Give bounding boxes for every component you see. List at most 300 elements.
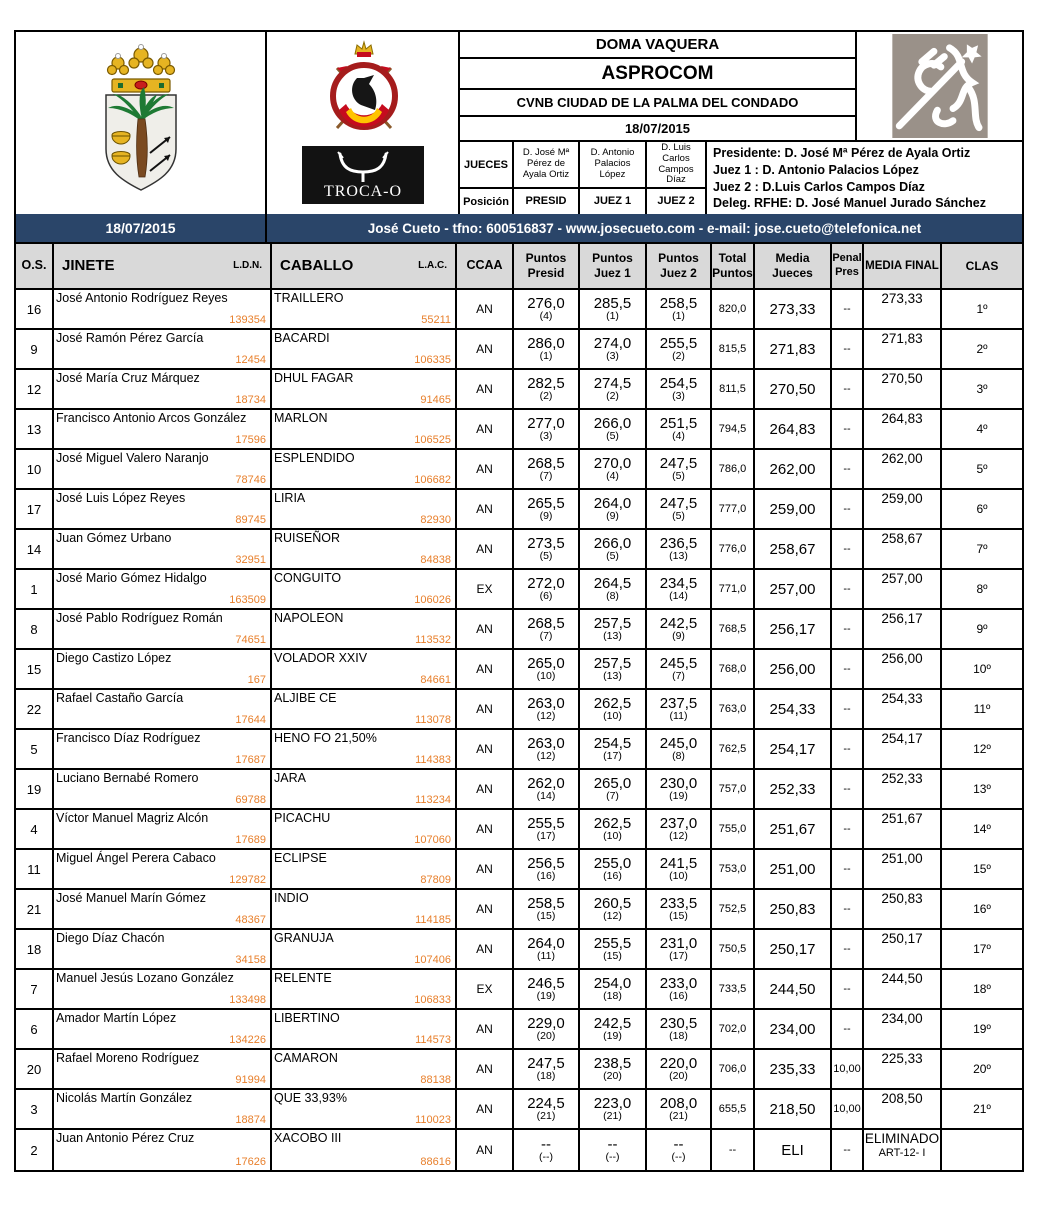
score-juez1-rank: (7) [606,790,619,803]
final-average-value: 273,33 [881,291,923,306]
score-juez1-value: 285,5 [593,294,632,312]
score-juez1-cell [580,1050,647,1088]
score-juez2-value: 237,5 [659,694,698,712]
judges-average-cell: 259,00 [755,490,832,528]
score-juez2-rank: (21) [669,1110,688,1123]
score-presid-cell [514,1130,580,1170]
score-juez2-value: 242,5 [659,614,698,632]
col-puntos-juez2-l1: Puntos [658,251,699,265]
horse-name: ALJIBE CE [274,691,337,705]
region-cell: EX [457,970,514,1008]
final-average-value: 256,00 [881,651,923,666]
score-presid-cell [514,650,580,688]
col-caballo-label: CABALLO [280,256,354,274]
rider-license-number: 163509 [229,594,266,606]
judges-mini-table [460,142,707,214]
rider-cell [54,1050,272,1088]
horse-name: JARA [274,771,306,785]
score-juez1-cell [580,1130,647,1170]
total-points-cell: 706,0 [712,1050,755,1088]
horse-name: PICACHU [274,811,331,825]
penalty-cell: -- [832,890,864,928]
horse-name: XACOBO III [274,1131,342,1145]
rider-name: Rafael Moreno Rodríguez [56,1051,200,1065]
col-puntos-juez1 [580,244,647,288]
total-points-cell: 733,5 [712,970,755,1008]
classification-cell [942,1130,1022,1170]
rider-name: José Miguel Valero Naranjo [56,451,209,465]
horse-cell [272,290,457,328]
starting-order-cell: 6 [16,1010,54,1048]
score-presid-rank: (--) [539,1151,553,1164]
score-juez2-value: 245,0 [659,734,698,752]
score-juez1-rank: (19) [603,1030,622,1043]
score-juez2-rank: (11) [669,710,688,723]
rider-license-number: 91994 [235,1074,266,1086]
col-caballo [272,244,457,288]
judges-average-cell: 273,33 [755,290,832,328]
classification-cell: 8º [976,582,988,596]
results-sheet [14,30,1024,1172]
info-bar-date: 18/07/2015 [16,214,267,242]
rfhe-federation-logo-icon [317,38,409,142]
score-juez2-cell [647,770,712,808]
col-jinete-label: JINETE [62,256,115,274]
final-average-cell [864,490,942,528]
horse-cell [272,850,457,888]
col-puntos-presid [514,244,580,288]
horse-name: CONGUITO [274,571,342,585]
rider-cell [54,410,272,448]
score-juez1-cell [580,850,647,888]
judges-average-cell: 235,33 [755,1050,832,1088]
score-presid-rank: (12) [536,750,556,763]
col-puntos-juez2-l2: Juez 2 [660,266,697,280]
horse-license-number: 114573 [415,1034,451,1046]
judges-block [460,142,1022,214]
score-presid-value: 276,0 [527,294,565,312]
score-presid-value: 263,0 [527,694,565,712]
penalty-cell: -- [832,450,864,488]
classification-cell: 7º [976,542,988,556]
region-cell: AN [457,490,514,528]
horse-name: INDIO [274,891,309,905]
score-juez1-cell [580,890,647,928]
event-date: 18/07/2015 [624,121,691,136]
score-presid-cell [514,290,580,328]
event-titles [460,32,857,140]
score-presid-rank: (2) [539,390,553,403]
classification-cell: 10º [973,662,991,676]
horse-cell [272,410,457,448]
score-juez2-cell [647,290,712,328]
region-cell: AN [457,1010,514,1048]
final-average-value: 250,83 [881,891,923,906]
rider-license-number: 17687 [235,754,266,766]
judges-average-cell: ELI [755,1130,832,1170]
starting-order-cell: 20 [16,1050,54,1088]
horse-license-number: 113532 [415,634,451,646]
score-juez1-cell [580,530,647,568]
score-juez2-rank: (14) [669,590,688,603]
region-cell: AN [457,610,514,648]
position-juez2: JUEZ 2 [657,195,695,208]
score-presid-value: 229,0 [527,1014,565,1032]
classification-cell: 15º [973,862,991,876]
penalty-cell: -- [832,530,864,568]
classification-cell: 11º [973,702,991,716]
penalty-cell: -- [832,570,864,608]
trocao-logo-icon [302,146,424,204]
rider-name: Francisco Antonio Arcos González [56,411,247,425]
penalty-cell: -- [832,850,864,888]
score-juez1-value: 242,5 [593,1014,632,1032]
score-juez2-value: 233,5 [659,894,698,912]
doma-vaquera-horse-logo-icon [886,34,994,138]
score-juez2-rank: (17) [669,950,688,963]
total-points-cell: 811,5 [712,370,755,408]
horse-name: RELENTE [274,971,332,985]
rider-cell [54,1090,272,1128]
region-cell: AN [457,890,514,928]
score-juez1-rank: (15) [603,950,622,963]
region-cell: AN [457,1130,514,1170]
table-row [16,330,1022,370]
score-juez1-value: 265,0 [593,774,632,792]
score-juez1-rank: (12) [603,910,622,923]
score-juez2-cell [647,930,712,968]
score-juez1-cell [580,770,647,808]
score-juez1-value: 238,5 [593,1054,632,1072]
horse-cell [272,890,457,928]
final-average-cell [864,890,942,928]
starting-order-cell: 14 [16,530,54,568]
score-presid-cell [514,410,580,448]
penalty-cell: -- [832,410,864,448]
rider-cell [54,530,272,568]
rider-name: Amador Martín López [56,1011,177,1025]
score-juez1-rank: (20) [603,1070,622,1083]
table-row [16,530,1022,570]
score-presid-value: 286,0 [527,334,565,352]
final-average-cell [864,650,942,688]
final-average-cell [864,410,942,448]
judges-average-cell: 257,00 [755,570,832,608]
score-juez2-cell [647,650,712,688]
score-presid-cell [514,450,580,488]
horse-license-number: 106525 [414,434,451,446]
score-juez2-rank: (18) [669,1030,688,1043]
horse-name: RUISEÑOR [274,531,340,545]
rider-license-number: 17689 [235,834,266,846]
table-row [16,290,1022,330]
rider-cell [54,930,272,968]
starting-order-cell: 2 [16,1130,54,1170]
judges-average-cell: 252,33 [755,770,832,808]
total-points-cell: -- [712,1130,755,1170]
title-block [460,32,1022,142]
region-cell: AN [457,650,514,688]
col-media-l1: Media [775,251,810,265]
score-presid-cell [514,330,580,368]
score-juez2-cell [647,970,712,1008]
horse-name: VOLADOR XXIV [274,651,368,665]
score-juez2-value: 230,5 [659,1014,698,1032]
total-points-cell: 771,0 [712,570,755,608]
rider-name: Juan Gómez Urbano [56,531,172,545]
col-puntos-juez2 [647,244,712,288]
final-average-cell [864,810,942,848]
final-average-value: 234,00 [881,1011,923,1026]
score-juez1-rank: (10) [603,710,622,723]
horse-license-number: 84661 [420,674,451,686]
judges-average-cell: 250,17 [755,930,832,968]
rider-cell [54,450,272,488]
starting-order-cell: 21 [16,890,54,928]
score-presid-value: -- [541,1135,551,1153]
score-presid-value: 263,0 [527,734,565,752]
region-cell: AN [457,810,514,848]
table-row [16,450,1022,490]
col-puntos-juez1-l1: Puntos [592,251,633,265]
score-juez2-cell [647,530,712,568]
score-presid-cell [514,570,580,608]
score-juez2-rank: (5) [672,510,685,523]
rider-license-number: 32951 [235,554,266,566]
trocao-logo-text: TROCA-O [323,183,402,200]
judges-average-cell: 271,83 [755,330,832,368]
final-average-cell [864,530,942,568]
score-presid-rank: (9) [539,510,553,523]
penalty-cell: -- [832,810,864,848]
score-juez1-value: 262,5 [593,814,632,832]
score-juez2-value: 255,5 [659,334,698,352]
region-cell: AN [457,1090,514,1128]
starting-order-cell: 9 [16,330,54,368]
total-points-cell: 752,5 [712,890,755,928]
horse-name: LIRIA [274,491,306,505]
col-lac-label: L.A.C. [418,259,447,271]
judge-name-juez1: D. Antonio Palacios López [580,142,647,187]
score-juez1-cell [580,810,647,848]
horse-cell [272,690,457,728]
score-juez1-cell [580,370,647,408]
score-presid-rank: (7) [539,470,553,483]
score-juez2-rank: (7) [672,670,685,683]
score-presid-cell [514,810,580,848]
score-juez2-rank: (5) [672,470,685,483]
rider-cell [54,850,272,888]
region-cell: AN [457,290,514,328]
horse-cell [272,490,457,528]
final-average-value: 259,00 [881,491,923,506]
rider-name: José Antonio Rodríguez Reyes [56,291,228,305]
table-row [16,1050,1022,1090]
classification-cell: 12º [973,742,991,756]
starting-order-cell: 15 [16,650,54,688]
rider-license-number: 69788 [235,794,266,806]
rider-cell [54,330,272,368]
score-presid-rank: (17) [536,830,556,843]
score-juez2-cell [647,890,712,928]
final-average-value: 208,50 [881,1091,923,1106]
score-juez2-value: 251,5 [659,414,698,432]
penalty-cell: -- [832,330,864,368]
score-juez1-cell [580,570,647,608]
final-average-cell [864,690,942,728]
score-juez2-cell [647,410,712,448]
score-juez1-cell [580,1010,647,1048]
final-average-value: ELIMINADO [864,1131,940,1146]
table-row [16,810,1022,850]
final-average-cell [864,1090,942,1128]
score-juez1-rank: (5) [606,430,619,443]
score-juez2-cell [647,810,712,848]
rider-name: Luciano Bernabé Romero [56,771,199,785]
final-average-value: 257,00 [881,571,923,586]
final-average-cell [864,1050,942,1088]
horse-name: CAMARON [274,1051,338,1065]
horse-license-number: 107406 [414,954,451,966]
col-penal-pres [832,244,864,288]
horse-cell [272,1130,457,1170]
score-juez2-rank: (12) [669,830,688,843]
region-cell: AN [457,930,514,968]
rider-license-number: 12454 [235,354,266,366]
score-juez2-rank: (8) [672,750,685,763]
horse-license-number: 113234 [415,794,451,806]
score-presid-rank: (3) [539,430,553,443]
score-presid-value: 258,5 [527,894,565,912]
score-presid-rank: (6) [539,590,553,603]
table-row [16,570,1022,610]
score-juez2-value: 247,5 [659,454,698,472]
rider-license-number: 129782 [229,874,266,886]
starting-order-cell: 18 [16,930,54,968]
horse-name: ECLIPSE [274,851,327,865]
rider-name: José Luis López Reyes [56,491,186,505]
final-average-cell [864,1130,942,1170]
score-presid-cell [514,930,580,968]
horse-name: NAPOLEON [274,611,344,625]
score-presid-rank: (19) [536,990,556,1003]
region-cell: AN [457,1050,514,1088]
starting-order-cell: 11 [16,850,54,888]
total-points-cell: 768,0 [712,650,755,688]
rider-license-number: 34158 [235,954,266,966]
table-row [16,650,1022,690]
rider-license-number: 17626 [235,1156,266,1168]
penalty-cell: -- [832,970,864,1008]
total-points-cell: 755,0 [712,810,755,848]
col-total-puntos [712,244,755,288]
horse-license-number: 110023 [415,1114,451,1126]
rider-cell [54,610,272,648]
final-average-value: 225,33 [881,1051,923,1066]
rider-cell [54,290,272,328]
score-juez1-rank: (--) [605,1151,620,1164]
penalty-cell: -- [832,930,864,968]
total-points-cell: 757,0 [712,770,755,808]
total-points-cell: 655,5 [712,1090,755,1128]
score-juez1-rank: (10) [603,830,622,843]
final-average-value: 256,17 [881,611,923,626]
horse-license-number: 113078 [415,714,451,726]
score-juez2-cell [647,1090,712,1128]
score-juez2-value: 220,0 [659,1054,698,1072]
score-presid-value: 277,0 [527,414,565,432]
score-juez2-value: 233,0 [659,974,698,992]
score-juez2-rank: (10) [669,870,688,883]
rider-license-number: 133498 [229,994,266,1006]
event-organizer: ASPROCOM [460,59,855,90]
horse-license-number: 88138 [420,1074,451,1086]
starting-order-cell: 22 [16,690,54,728]
score-presid-rank: (11) [537,950,555,963]
final-average-value: 262,00 [881,451,923,466]
score-presid-value: 256,5 [527,854,565,872]
score-presid-cell [514,970,580,1008]
table-row [16,770,1022,810]
penalty-cell: -- [832,1010,864,1048]
horse-name: LIBERTINO [274,1011,340,1025]
rider-cell [54,970,272,1008]
final-average-value: 254,33 [881,691,923,706]
score-juez2-value: 258,5 [659,294,698,312]
starting-order-cell: 7 [16,970,54,1008]
score-juez2-rank: (20) [669,1070,688,1083]
col-puntos-presid-l2: Presid [527,266,565,280]
table-row [16,690,1022,730]
score-presid-rank: (14) [536,790,556,803]
score-juez1-value: 266,0 [593,414,632,432]
col-total-l2: Puntos [712,266,753,280]
starting-order-cell: 1 [16,570,54,608]
score-presid-rank: (7) [539,630,553,643]
judges-average-cell: 251,00 [755,850,832,888]
penalty-cell: -- [832,370,864,408]
rider-license-number: 139354 [229,314,266,326]
col-ccaa: CCAA [457,244,514,288]
rider-name: José Pablo Rodríguez Román [56,611,223,625]
horse-name: MARLON [274,411,328,425]
score-presid-value: 273,5 [527,534,565,552]
horse-license-number: 114185 [415,914,451,926]
score-juez2-rank: (19) [669,790,688,803]
rider-cell [54,690,272,728]
score-juez1-value: 255,0 [593,854,632,872]
judges-average-cell: 218,50 [755,1090,832,1128]
horse-license-number: 82930 [420,514,451,526]
score-presid-value: 282,5 [527,374,565,392]
final-average-cell [864,970,942,1008]
score-presid-value: 224,5 [527,1094,565,1112]
classification-cell: 20º [973,1062,991,1076]
starting-order-cell: 12 [16,370,54,408]
rider-cell [54,650,272,688]
score-presid-rank: (5) [539,550,553,563]
rider-cell [54,1130,272,1170]
region-cell: AN [457,370,514,408]
score-juez2-cell [647,570,712,608]
penalty-cell: -- [832,650,864,688]
score-juez1-value: 257,5 [593,654,632,672]
score-presid-cell [514,890,580,928]
total-points-cell: 815,5 [712,330,755,368]
rider-cell [54,1010,272,1048]
info-bar [16,214,1022,244]
horse-cell [272,1090,457,1128]
